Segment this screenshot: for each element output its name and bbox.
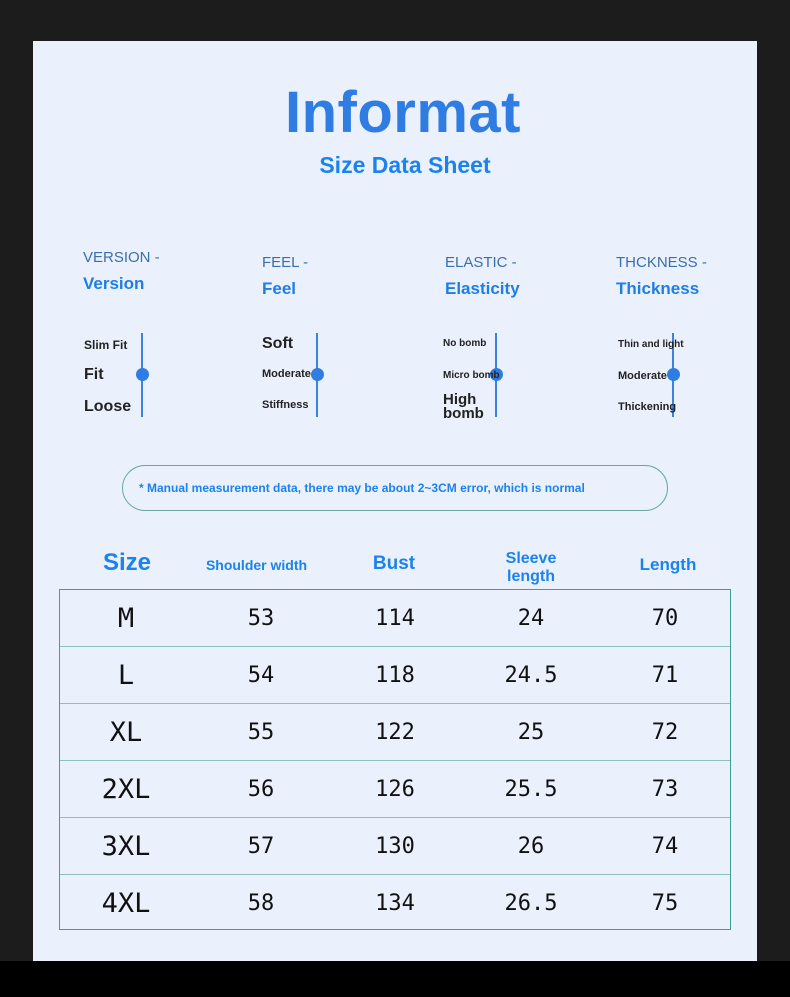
table-cell: 58 [247,891,275,916]
scale-option-selected: Moderate [618,370,667,382]
table-cell-size: 2XL [101,774,151,805]
table-cell: 114 [375,606,415,631]
table-cell: 118 [375,663,415,688]
scale-indicator-dot [136,368,149,381]
attr-lower-label: Feel [262,279,297,298]
table-cell: 53 [247,606,275,631]
scale-option-selected: Fit [84,366,104,383]
table-cell: 57 [247,834,275,859]
table-cell-size: L [117,660,135,691]
column-header-length: Length [639,555,697,574]
column-header-bust: Bust [372,553,416,574]
table-cell: 26.5 [504,891,558,916]
scale-option: Thickening [618,401,677,413]
table-cell: 122 [375,720,415,745]
table-cell-size: 4XL [101,888,151,919]
table-cell: 71 [651,663,679,688]
table-cell: 73 [651,777,679,802]
scale-option: Soft [262,335,294,352]
attr-heading-version [83,249,243,294]
attr-lower-label: Version [83,274,145,293]
scale-option: Slim Fit [84,338,128,352]
attr-heading-feel [262,254,422,299]
scale-indicator-dot [667,368,680,381]
attr-upper-label: FEEL - [262,254,309,271]
column-header-size: Size [102,549,152,576]
table-row [60,818,730,875]
table-cell: 55 [247,720,275,745]
column-header-shoulder-width: Shoulder width [205,557,308,573]
table-cell: 26 [517,834,545,859]
attr-upper-label: ELASTIC - [445,254,517,271]
scale-thickness [618,333,778,423]
attr-lower-label: Thickness [616,279,700,298]
table-cell-size: 3XL [101,831,151,862]
table-row [60,875,730,932]
table-cell-size: M [117,603,135,634]
table-cell-size: XL [109,717,143,748]
scale-option: High bomb [443,391,484,422]
measurement-note [122,465,668,511]
scale-option: Loose [84,398,132,415]
bottom-bar [0,961,790,997]
table-cell: 25.5 [504,777,558,802]
table-cell: 70 [651,606,679,631]
measurement-note-text: * Manual measurement data, there may be about 2~3CM error, which is normal [139,481,585,495]
size-table [59,589,731,930]
scale-option: Stiffness [262,399,309,411]
table-cell: 126 [375,777,415,802]
table-cell: 56 [247,777,275,802]
column-header-sleeve-length: Sleeve length [505,550,557,585]
scale-option-selected: Micro bomb [443,370,500,381]
table-cell: 24.5 [504,663,558,688]
table-row [60,704,730,761]
attr-heading-elastic [445,254,605,299]
table-row [60,647,730,704]
table-cell: 24 [517,606,545,631]
table-cell: 25 [517,720,545,745]
table-cell: 72 [651,720,679,745]
table-cell: 54 [247,663,275,688]
table-row [60,590,730,647]
attr-heading-thickness [616,254,776,299]
page-title: Informat [285,80,521,145]
attr-lower-label: Elasticity [445,279,520,298]
attr-upper-label: THCKNESS - [616,254,707,271]
table-row [60,761,730,818]
scale-elastic [443,333,603,423]
table-cell: 134 [375,891,415,916]
scale-option: Thin and light [618,339,684,350]
table-cell: 130 [375,834,415,859]
page-subtitle: Size Data Sheet [319,152,491,178]
scale-indicator-dot [311,368,324,381]
table-cell: 74 [651,834,679,859]
size-chart-card [33,41,757,961]
table-cell: 75 [651,891,679,916]
scale-option: No bomb [443,338,487,349]
scale-feel [262,333,422,423]
scale-version [84,333,244,423]
scale-option-selected: Moderate [262,368,311,380]
attr-upper-label: VERSION - [83,249,160,266]
